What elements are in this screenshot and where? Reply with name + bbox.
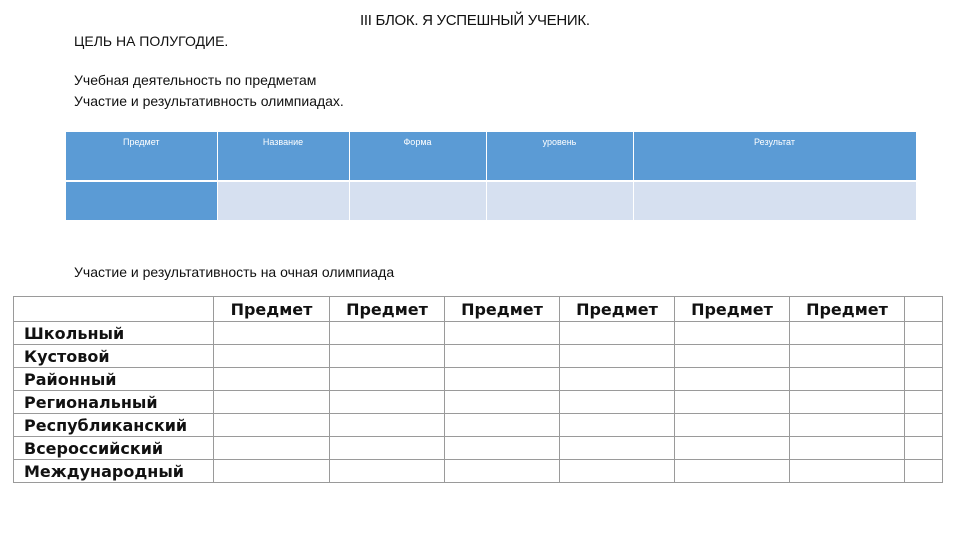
table-cell[interactable]: [66, 181, 217, 220]
table-cell[interactable]: [214, 322, 330, 345]
table-cell[interactable]: [560, 460, 675, 483]
column-header-subject: Предмет: [560, 297, 675, 322]
table-cell[interactable]: [790, 460, 905, 483]
row-label: Всероссийский: [14, 437, 214, 460]
table-row: [14, 437, 943, 460]
table-cell[interactable]: [790, 345, 905, 368]
table-cell[interactable]: [214, 414, 330, 437]
table-cell[interactable]: [217, 181, 349, 220]
column-header-subject: Предмет: [675, 297, 790, 322]
section1-line1: Учебная деятельность по предметам: [74, 72, 317, 88]
row-label: Региональный: [14, 391, 214, 414]
corner-cell: [14, 297, 214, 322]
section2-heading: Участие и результативность на очная олимпиада: [74, 264, 395, 280]
column-header-result: Результат: [633, 132, 916, 181]
column-header-form: Форма: [349, 132, 486, 181]
table-cell[interactable]: [675, 437, 790, 460]
column-header-name: Название: [217, 132, 349, 181]
column-header-subject: Предмет: [66, 132, 217, 181]
table-cell[interactable]: [445, 368, 560, 391]
table-cell[interactable]: [905, 414, 943, 437]
page-title: III БЛОК. Я УСПЕШНЫЙ УЧЕНИК.: [360, 12, 590, 29]
table-cell[interactable]: [790, 414, 905, 437]
column-header-subject: Предмет: [214, 297, 330, 322]
table-row: [14, 414, 943, 437]
table-cell[interactable]: [214, 437, 330, 460]
row-label: Республиканский: [14, 414, 214, 437]
table-cell[interactable]: [675, 322, 790, 345]
table-cell[interactable]: [675, 345, 790, 368]
table-cell[interactable]: [905, 437, 943, 460]
goal-label: ЦЕЛЬ НА ПОЛУГОДИЕ.: [74, 33, 229, 49]
table-cell[interactable]: [790, 322, 905, 345]
table-cell[interactable]: [445, 460, 560, 483]
table-cell[interactable]: [675, 414, 790, 437]
table-cell[interactable]: [445, 437, 560, 460]
table-cell[interactable]: [330, 437, 445, 460]
column-header-subject: Предмет: [790, 297, 905, 322]
olympiad-table-header: [14, 297, 943, 322]
column-header-level: уровень: [486, 132, 633, 181]
row-label: Районный: [14, 368, 214, 391]
table-row: [14, 368, 943, 391]
table-row: [14, 322, 943, 345]
extra-cell: [905, 297, 943, 322]
table-cell[interactable]: [905, 460, 943, 483]
table-cell[interactable]: [560, 368, 675, 391]
table-cell[interactable]: [214, 391, 330, 414]
olympiad-table: [13, 296, 943, 483]
table-cell[interactable]: [905, 391, 943, 414]
table-cell[interactable]: [445, 322, 560, 345]
table-cell[interactable]: [330, 414, 445, 437]
table-row: [14, 460, 943, 483]
table-cell[interactable]: [790, 391, 905, 414]
subjects-table: [66, 132, 917, 220]
table-cell[interactable]: [790, 437, 905, 460]
table-cell[interactable]: [560, 322, 675, 345]
table-row: [14, 391, 943, 414]
table-cell[interactable]: [330, 460, 445, 483]
row-label: Международный: [14, 460, 214, 483]
table-cell[interactable]: [330, 368, 445, 391]
table-cell[interactable]: [214, 345, 330, 368]
row-label: Кустовой: [14, 345, 214, 368]
table-cell[interactable]: [330, 345, 445, 368]
table-cell[interactable]: [633, 181, 916, 220]
table-cell[interactable]: [675, 460, 790, 483]
table-cell[interactable]: [330, 391, 445, 414]
table-cell[interactable]: [445, 391, 560, 414]
table-cell[interactable]: [560, 391, 675, 414]
column-header-subject: Предмет: [445, 297, 560, 322]
table-cell[interactable]: [214, 460, 330, 483]
column-header-subject: Предмет: [330, 297, 445, 322]
subjects-table-header: [66, 132, 916, 181]
table-cell[interactable]: [349, 181, 486, 220]
table-cell[interactable]: [675, 368, 790, 391]
table-cell[interactable]: [790, 368, 905, 391]
table-cell[interactable]: [445, 345, 560, 368]
table-cell[interactable]: [560, 345, 675, 368]
table-cell[interactable]: [560, 414, 675, 437]
table-cell[interactable]: [214, 368, 330, 391]
table-cell[interactable]: [905, 322, 943, 345]
table-cell[interactable]: [905, 368, 943, 391]
table-cell[interactable]: [675, 391, 790, 414]
table-cell[interactable]: [330, 322, 445, 345]
table-row: [14, 345, 943, 368]
table-row: [66, 181, 916, 220]
table-cell[interactable]: [560, 437, 675, 460]
section1-line2: Участие и результативность олимпиадах.: [74, 93, 344, 109]
row-label: Школьный: [14, 322, 214, 345]
table-cell[interactable]: [905, 345, 943, 368]
table-cell[interactable]: [445, 414, 560, 437]
table-cell[interactable]: [486, 181, 633, 220]
